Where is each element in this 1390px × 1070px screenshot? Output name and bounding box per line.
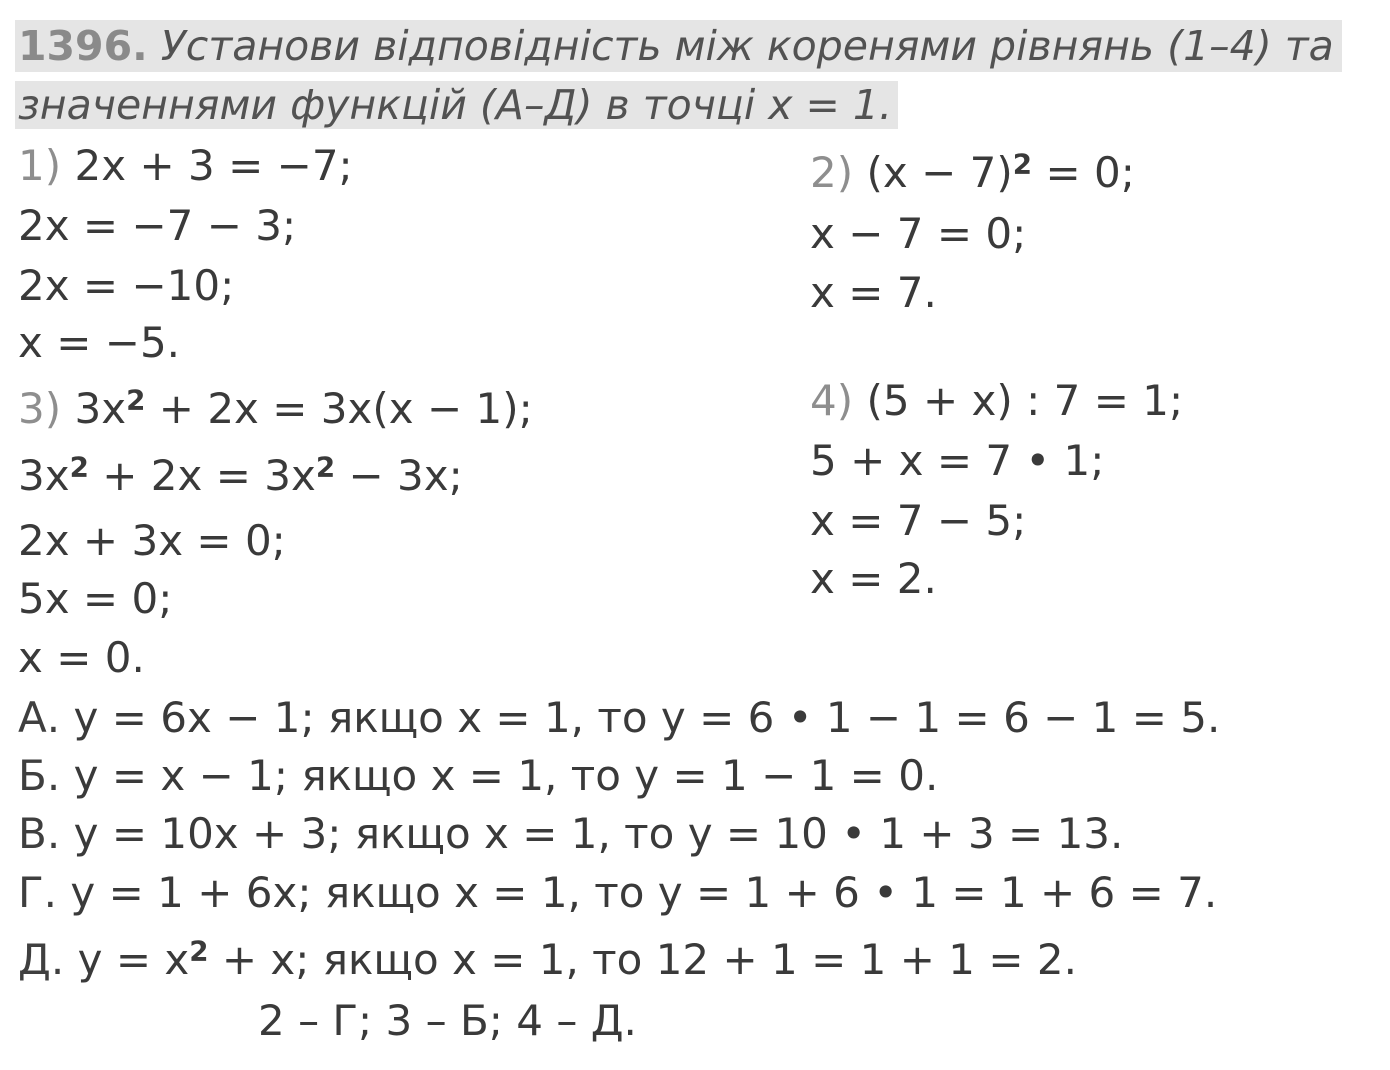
equation-2-step-2: x − 7 = 0; — [810, 209, 1027, 258]
equation-4-step-3: x = 7 − 5; — [810, 496, 1027, 545]
equation-3-label: 3) — [18, 384, 62, 433]
equation-1-line-4 — [18, 318, 180, 368]
equation-4-step-1: (5 + x) : 7 = 1; — [866, 376, 1184, 425]
function-b-letter: Б. — [18, 751, 61, 800]
problem-statement-line-1 — [15, 20, 1342, 72]
function-d — [18, 935, 1077, 985]
equation-3-line-4 — [18, 574, 172, 624]
exponent: 2 — [1012, 147, 1033, 181]
equation-2-root: x = 7. — [810, 268, 937, 317]
function-v-text: y = 10x + 3; якщо x = 1, то y = 10 • 1 + 3 = 13. — [73, 809, 1124, 858]
function-g-letter: Г. — [18, 868, 57, 917]
equation-3-line-5 — [18, 633, 145, 683]
function-d-letter: Д. — [18, 935, 65, 984]
equation-2-line-2 — [810, 209, 1026, 259]
equation-3-step-2-part-3: − 3x; — [335, 451, 463, 500]
equation-3-step-1-part-2: + 2x = 3x(x − 1); — [145, 384, 533, 433]
equation-1-step-2: 2x = −7 − 3; — [18, 201, 297, 250]
equation-4-line-3 — [810, 496, 1026, 546]
equation-3-root: x = 0. — [18, 633, 145, 682]
function-a — [18, 693, 1220, 743]
equation-3-step-2-part-1: 3x — [18, 451, 70, 500]
function-b-text: y = x − 1; якщо x = 1, то y = 1 − 1 = 0. — [73, 751, 939, 800]
function-v-letter: В. — [18, 809, 61, 858]
equation-2-step-1-part-1: (x − 7) — [866, 148, 1013, 197]
equation-1-step-1: 2x + 3 = −7; — [74, 141, 353, 190]
equation-2-step-1-part-2: = 0; — [1032, 148, 1135, 197]
function-g — [18, 868, 1217, 918]
problem-statement-text-2: значеннями функцій (А–Д) в точці x = 1. — [18, 81, 893, 129]
equation-3-line-1 — [18, 384, 533, 434]
equation-3-step-1-part-1: 3x — [74, 384, 127, 433]
problem-statement-text-1: Установи відповідність між коренями рівнянь (1–4) та — [160, 22, 1334, 70]
equation-3-step-4: 5x = 0; — [18, 574, 173, 623]
equation-1-line-1 — [18, 141, 353, 191]
problem-number: 1396. — [18, 22, 148, 70]
function-d-text-part-2: + x; якщо x = 1, то 12 + 1 = 1 + 1 = 2. — [208, 935, 1077, 984]
function-b — [18, 751, 938, 801]
answer-line — [258, 996, 637, 1046]
exponent: 2 — [69, 450, 89, 484]
equation-4-line-4 — [810, 554, 937, 604]
function-d-text-part-1: y = x — [77, 935, 190, 984]
exponent: 2 — [189, 934, 209, 968]
function-a-letter: А. — [18, 693, 61, 742]
function-a-text: y = 6x − 1; якщо x = 1, то y = 6 • 1 − 1 = 6 − 1 = 5. — [73, 693, 1221, 742]
equation-2-line-3 — [810, 268, 937, 318]
equation-1-line-3 — [18, 261, 234, 311]
exponent: 2 — [315, 450, 336, 484]
equation-3-line-2 — [18, 451, 463, 501]
equation-1-root: x = −5. — [18, 318, 181, 367]
equation-1-line-2 — [18, 201, 296, 251]
equation-4-step-2: 5 + x = 7 • 1; — [810, 436, 1105, 485]
function-v — [18, 809, 1123, 859]
function-g-text: y = 1 + 6x; якщо x = 1, то y = 1 + 6 • 1 = 1 + 6 = 7. — [70, 868, 1218, 917]
equation-3-line-3 — [18, 516, 286, 566]
equation-4-line-2 — [810, 436, 1104, 486]
equation-3-step-2-part-2: + 2x = 3x — [88, 451, 316, 500]
equation-2-label: 2) — [810, 148, 854, 197]
equation-4-line-1 — [810, 376, 1183, 426]
answer-text: 2 – Г; 3 – Б; 4 – Д. — [258, 996, 637, 1045]
problem-statement-line-2 — [15, 81, 898, 129]
equation-1-step-3: 2x = −10; — [18, 261, 235, 310]
equation-3-step-3: 2x + 3x = 0; — [18, 516, 286, 565]
equation-4-label: 4) — [810, 376, 854, 425]
exponent: 2 — [126, 383, 146, 417]
equation-1-label: 1) — [18, 141, 62, 190]
equation-2-line-1 — [810, 148, 1135, 198]
equation-4-root: x = 2. — [810, 554, 937, 603]
